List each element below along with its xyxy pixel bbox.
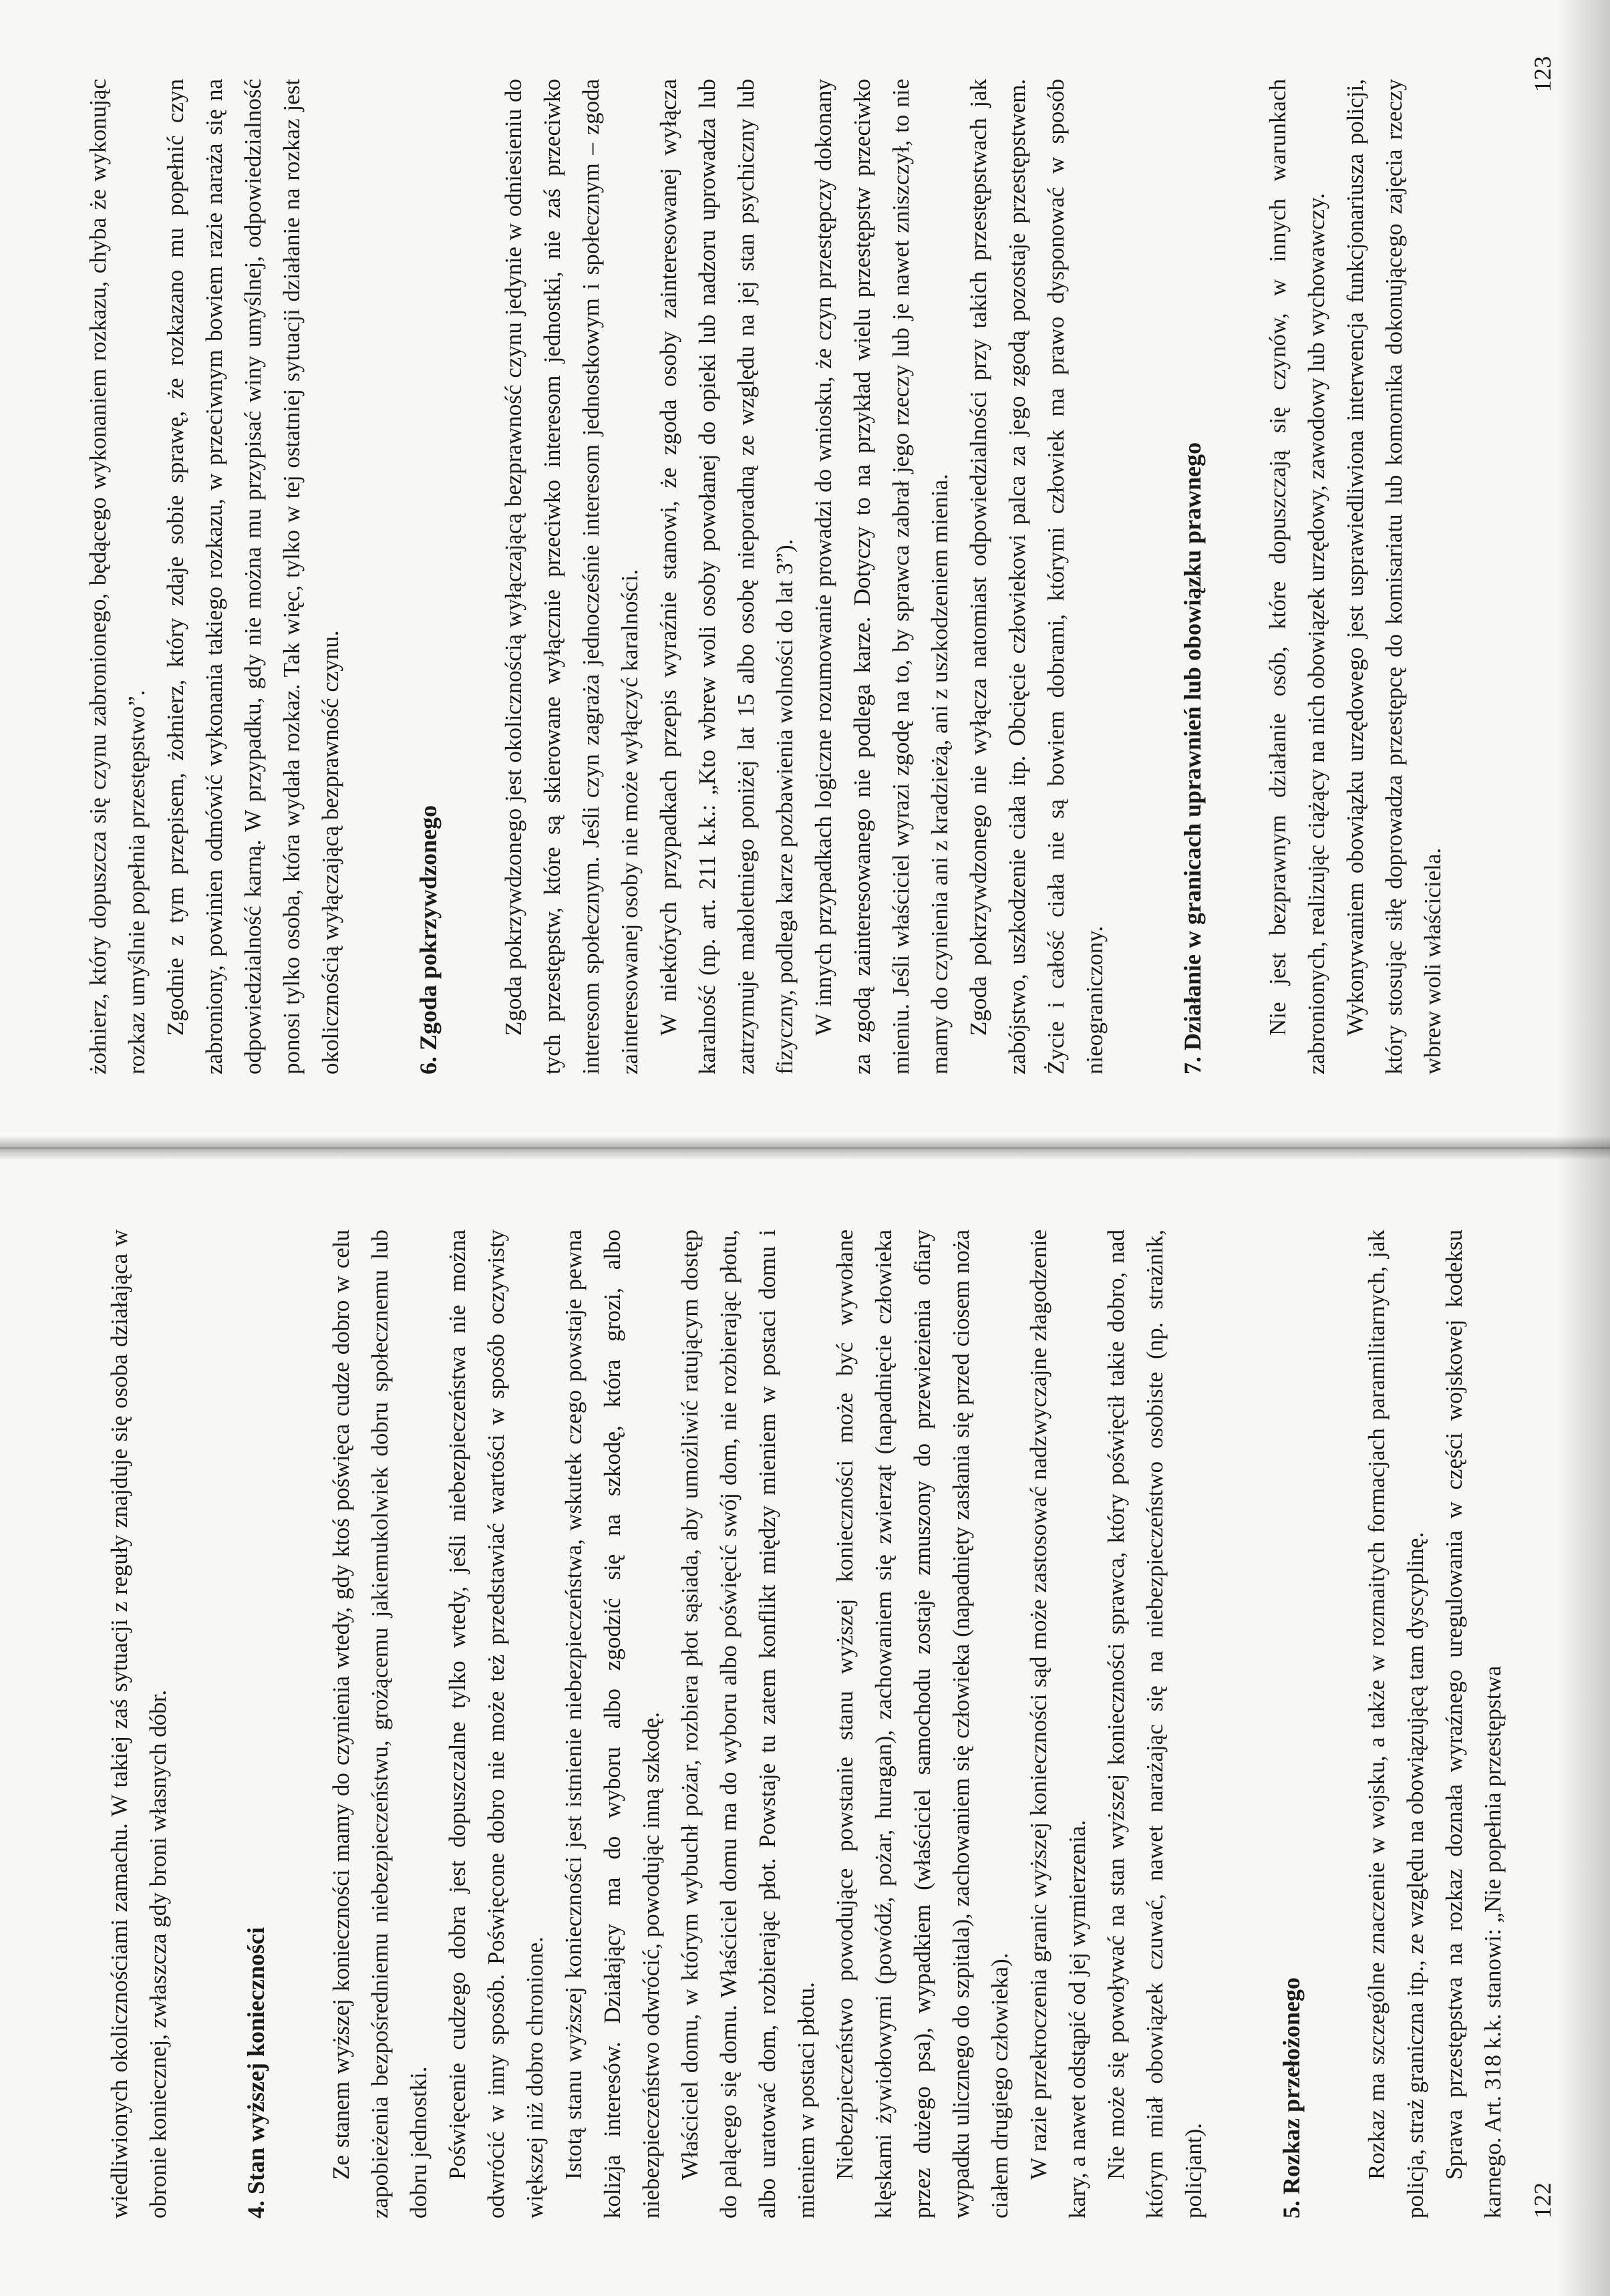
section-7-paragraph-1: Nie jest bezprawnym działanie osób, które dopuszczają się czynów, w innych warunkach zabronionych, realizując ciążący na nich obowiązek urzędowy, zawodowy lub wychowawczy. [1265, 79, 1329, 1074]
left-page [0, 1148, 1610, 2296]
right-continuation-paragraph-2: Zgodnie z tym przepisem, żołnierz, który zdaje sobie sprawę, że rozkazano mu popełnić czyn zabroniony, powinien odmówić wykonania takiego rozkazu, w przeciwnym bowiem razie naraża się na odpowiedzialność karną. W przypadku, gdy nie można mu przypisać winy umyślnej, odpowiedzialność ponosi tylko osoba, która wydała rozkaz. Tak więc, tylko w tej ostatniej sytuacji działanie na rozkaz jest okolicznością wyłączającą bezprawność czynu. [162, 79, 343, 1074]
section-4-paragraph-3: Istotą stanu wyższej konieczności jest istnienie niebezpieczeństwa, wskutek czego powstaje pewna kolizja interesów. Działający ma do wyboru albo zgodzić się na szkodę, która grozi, albo niebezpieczeństwo odwrócić, powodując inną szkodę. [560, 1230, 664, 2218]
section-4-paragraph-6: W razie przekroczenia granic wyższej konieczności sąd może zastosować nadzwyczajne złagodzenie kary, a nawet odstąpić od jej wymierzenia. [1025, 1230, 1090, 2218]
left-page-text-column [100, 1230, 1512, 2218]
section-4-paragraph-7: Nie może się powoływać na stan wyższej konieczności sprawca, który poświęcił takie dobro, nad którym miał obowiązek czuwać, nawet narażając się na niebezpieczeństwo osobiste (np. strażnik, policjant). [1103, 1230, 1206, 2218]
section-6-paragraph-3: W innych przypadkach logiczne rozumowanie prowadzi do wniosku, że czyn przestępczy dokonany za zgodą zainteresowanego nie podlega karze. Dotyczy to na przykład wielu przestępstw przeciwko mieniu. Jeśli właściciel wyrazi zgodę na to, by sprawca zabrał jego rzeczy lub je nawet zniszczył, to nie mamy do czynienia ani z kradzieżą, ani z uszkodzeniem mienia. [810, 79, 953, 1074]
section-4-heading: 4. Stan wyższej konieczności [243, 1927, 269, 2218]
section-7-paragraph-2: Wykonywaniem obowiązku urzędowego jest usprawiedliwiona interwencja funkcjonariusza policji, który stosując siłę doprowadza przestępcę do komisariatu lub komornika dokonującego zajęcia rzeczy wbrew woli właściciela. [1342, 79, 1446, 1074]
right-page-text-column [79, 79, 1452, 1074]
section-4-paragraph-2: Poświęcenie cudzego dobra jest dopuszczalne tylko wtedy, jeśli niebezpieczeństwa nie można odwrócić w inny sposób. Poświęcone dobro nie może też przedstawiać wartości w sposób oczywisty większej niż dobro chronione. [444, 1230, 548, 2218]
scan-edge-shadow [1557, 0, 1610, 2296]
left-continuation-paragraph: wiedliwionych okolicznościami zamachu. W takiej zaś sytuacji z reguły znajduje się osoba działająca w obronie koniecznej, zwłaszcza gdy broni własnych dóbr. [106, 1230, 171, 2218]
section-5-paragraph-2: Sprawa przestępstwa na rozkaz doznała wyraźnego uregulowania w części wojskowej kodeksu karnego. Art. 318 k.k. stanowi: „Nie popełnia przestępstwa [1441, 1230, 1506, 2218]
section-6-paragraph-2: W niektórych przypadkach przepis wyraźnie stanowi, że zgoda osoby zainteresowanej wyłącza karalność (np. art. 211 k.k.: „Kto wbrew woli osoby powołanej do opieki lub nadzoru uprowadza lub zatrzymuje małoletniego poniżej lat 15 albo osobę nieporadną ze względu na jej stan psychiczny lub fizyczny, podlega karze pozbawienia wolności do lat 3”). [655, 79, 798, 1074]
section-5-heading: 5. Rozkaz przełożonego [1278, 1977, 1305, 2218]
section-4-paragraph-5: Niebezpieczeństwo powodujące powstanie stanu wyższej konieczności może być wywołane klęskami żywiołowymi (powódź, pożar, huragan), zachowaniem się zwierząt (napadnięcie człowieka przez dużego psa), wypadkiem (właściciel samochodu zostaje zmuszony do przewiezienia ofiary wypadku ulicznego do szpitala), zachowaniem się człowieka (napadnięty zasłania się przed ciosem noża ciałem drugiego człowieka). [832, 1230, 1013, 2218]
section-7-heading: 7. Działanie w granicach uprawnień lub obowiązku prawnego [1179, 442, 1206, 1074]
page-number-left: 122 [1529, 2182, 1556, 2218]
section-4-paragraph-1: Ze stanem wyższej konieczności mamy do czynienia wtedy, gdy ktoś poświęca cudze dobro w celu zapobieżenia bezpośredniemu niebezpieczeństwu, grożącemu jakiemukolwiek dobru społecznemu lub dobru jednostki. [328, 1230, 432, 2218]
section-5-paragraph-1: Rozkaz ma szczególne znaczenie w wojsku, a także w rozmaitych formacjach paramilitarnych, jak policja, straż graniczna itp., ze względu na obowiązującą tam dyscyplinę. [1363, 1230, 1428, 2218]
section-6-paragraph-4: Zgoda pokrzywdzonego nie wyłącza natomiast odpowiedzialności przy takich przestępstwach jak zabójstwo, uszkodzenie ciała itp. Obcięcie człowiekowi palca za jego zgodą pozostaje przestępstwem. Życie i całość ciała nie są bowiem dobrami, którymi człowiek ma prawo dysponować w sposób nieograniczony. [965, 79, 1108, 1074]
page-number-right: 123 [1529, 56, 1556, 92]
section-4-paragraph-4: Właściciel domu, w którym wybuchł pożar, rozbiera płot sąsiada, aby umożliwić ratującym dostęp do palącego się domu. Właściciel domu ma do wyboru albo poświęcić swój dom, nie rozbierając płotu, albo uratować dom, rozbierając płot. Powstaje tu zatem konflikt między mieniem w postaci domu i mieniem w postaci płotu. [677, 1230, 819, 2218]
section-6-heading: 6. Zgoda pokrzywdzonego [415, 805, 442, 1074]
section-6-paragraph-1: Zgoda pokrzywdzonego jest okolicznością wyłączającą bezprawność czynu jedynie w odniesieniu do tych przestępstw, które są skierowane wyłącznie przeciwko interesom jednostki, nie zaś przeciwko interesom społecznym. Jeśli czyn zagraża jednocześnie interesom jednostkowym i społecznym – zgoda zainteresowanej osoby nie może wyłączyć karalności. [500, 79, 643, 1074]
right-continuation-paragraph: żołnierz, który dopuszcza się czynu zabronionego, będącego wykonaniem rozkazu, chyba że wykonując rozkaz umyślnie popełnia przestępstwo”. [85, 79, 150, 1074]
